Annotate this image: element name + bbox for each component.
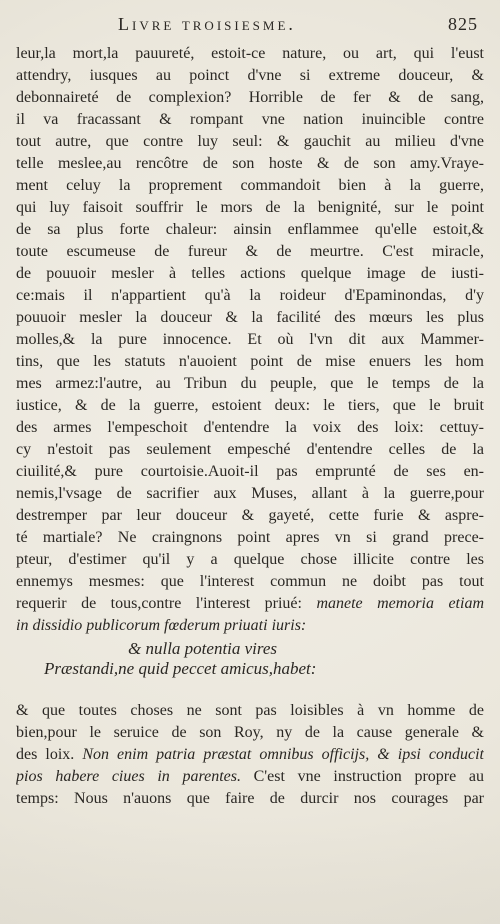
text-line: debonnaireté de complexion? Horrible de fer & de sang, [16,89,484,106]
text-line: toute escumeuse de fureur & de meurtre. C'est miracle, [16,243,484,260]
text-line: ment celuy la proprement commandoit bien à la guerre, [16,177,484,194]
text-line: pteur, d'estimer qu'il y a quelque chose illicite contre les [16,551,484,568]
text-line: telle meslee,au rencôtre de son hoste & de son amy.Vraye- [16,155,484,172]
verse-line: Præstandi,ne quid peccet amicus,habet: [44,659,317,678]
text-line: de pouuoir mesler à telles actions quelque image de iusti- [16,265,484,282]
text-line: bien,pour le seruice de son Roy, ny de la cause generale & [16,724,484,741]
latin-quote: manete memoria etiam [316,595,484,612]
text-span: C'est vne instruction propre au [240,768,484,785]
text-line: tout autre, que contre luy seul: & gauchit au milieu d'vne [16,133,484,150]
latin-quote: Non enim patria præstat omnibus officijs, & ipsi conducit [82,746,484,763]
text-line: leur,la mort,la pauureté, estoit-ce nature, ou art, qui l'eust [16,45,484,62]
running-title: Livre troisiesme. [118,14,296,34]
text-line: attendry, iusques au poinct d'vne si extreme douceur, & [16,67,484,84]
page-number: 825 [448,14,478,34]
text-line: des armes l'empeschoit d'entendre la voix des loix: cettuy- [16,419,484,436]
text-line: tins, que les statuts n'auoient point de mise enuers les hom [16,353,484,370]
text-line: molles,& la pure innocence. Et où l'vn dit aux Mammer- [16,331,484,348]
text-line: & que toutes choses ne sont pas loisibles à vn homme de [16,702,484,719]
text-line: qui luy faisoit souffrir le mors de la benignité, sur le point [16,199,484,216]
text-line: temps: Nous n'auons que faire de durcir nos courages par [16,790,484,807]
text-line-mixed [16,766,484,788]
text-line: pouuoir mesler la douceur & la facilité des mœurs les plus [16,309,484,326]
text-line: nemis,l'vsage de sacrifier aux Muses, allant à la guerre,pour [16,485,484,502]
text-line-mixed [16,593,484,615]
text-line: cy n'estoit pas seulement empesché d'entendre celles de la [16,441,484,458]
text-line: destremper par leur douceur & gayeté, cette furie & aspre- [16,507,484,524]
text-line: té martiale? Ne craingnons point apres vn si grand prece- [16,529,484,546]
text-line: iustice, & de la guerre, estoient deux: le tiers, que le bruit [16,397,484,414]
text-line: mes armez:l'autre, au Tribun du peuple, que le temps de la [16,375,484,392]
text-line-mixed [16,744,484,766]
text-line: ciuilité,& pure courtoisie.Auoit-il pas emprunté de ses en- [16,463,484,480]
latin-quote: pios habere ciues in parentes. [16,768,241,785]
text-line: ennemys mesmes: que l'interest commun ne doibt pas tout [16,573,484,590]
verse-line: & nulla potentia vires [128,639,278,658]
text-span: des loix. [16,746,83,763]
text-span: requerir de tous,contre l'interest priué: [16,595,317,612]
text-line: ce:mais il n'appartient qu'à la roideur d'Epaminondas, d'y [16,287,484,304]
latin-quote-line: in dissidio publicorum fœderum priuati iuris: [16,617,307,634]
text-line: il va fracassant & rompant vne nation inuincible contre [16,111,484,128]
page-header [118,14,478,40]
page-bottom-shadow [0,820,500,924]
text-line: de sa plus forte chaleur: ainsin enflammee qu'elle estoit,& [16,221,484,238]
